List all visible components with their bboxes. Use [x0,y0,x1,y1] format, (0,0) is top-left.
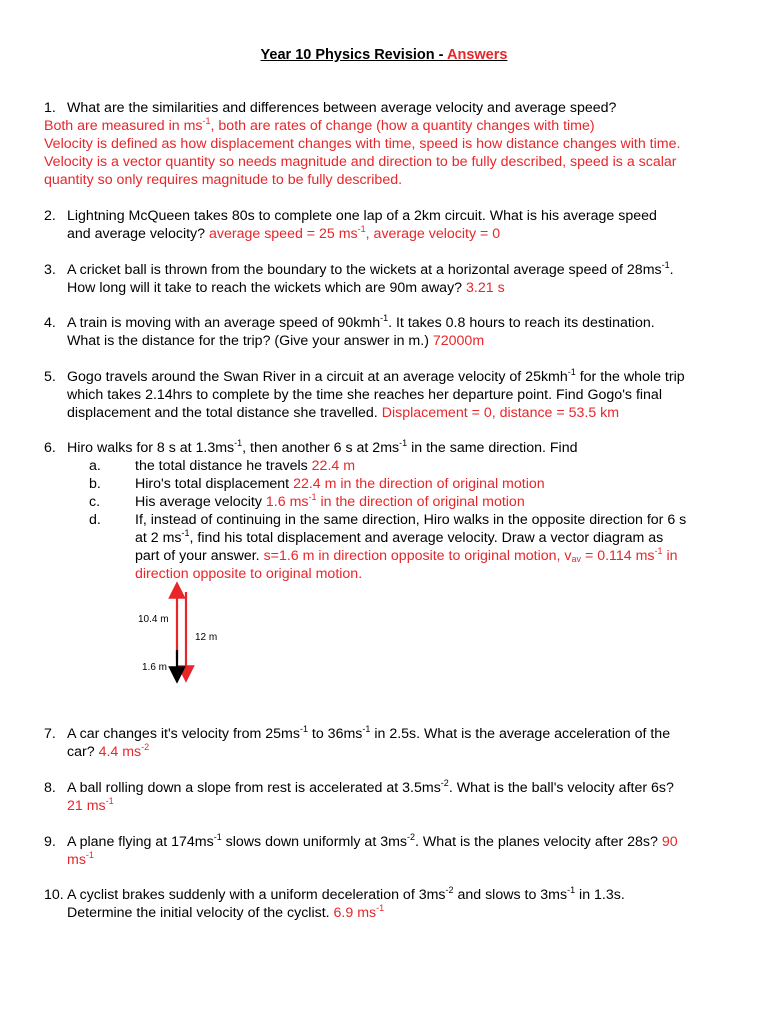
q3-answer: 3.21 s [466,280,505,296]
q2-answer: average speed = 25 $ms^{-1}$, average velocity = 0 [208,224,501,242]
page-title [0,47,768,63]
q8-line1: A ball rolling down a slope from rest is accelerated at $3.5ms^{-2}$. What is the ball's velocity after 6s? [67,778,674,796]
title-answers: Answers [447,47,508,63]
q6-number: 6. [44,440,56,456]
q6d-label: d. [89,512,101,528]
q9-answer-unit: $ms^{-1}$ [67,850,94,868]
q2-number: 2. [44,208,56,224]
q6c-label: c. [89,494,101,510]
q6d-answer: s=1.6 m in direction opposite to original motion, $v_{av} = 0.114$ $ms^{-1}$ in [263,546,678,564]
q2-line1: Lightning McQueen takes 80s to complete one lap of a 2km circuit. What is his average speed [67,208,657,224]
title-text: Year 10 Physics Revision - [260,47,447,63]
q6a-answer: 22.4 m [311,458,356,474]
q7-line2: car? 4.4 $ms^{-2}$ [67,742,150,760]
q5-line1: Gogo travels around the Swan River in a circuit at an average velocity of 25kmh$^{-1}$ for the whole trip [67,367,685,385]
q1-answer-line1: Both are measured in $ms^{-1}$, both are rates of change (how a quantity changes with time) [44,116,595,134]
q1-answer-line4: quantity so only requires magnitude to be fully described. [44,172,403,188]
q1-answer-line3: Velocity is a vector quantity so needs magnitude and direction to be fully described, speed is a scalar [44,154,677,170]
q3-line2: How long will it take to reach the wickets which are 90m away? 3.21 s [67,280,505,296]
q9-answer-value: 90 [661,834,678,850]
q4-answer: 72000m [432,333,485,349]
q6d-line4: direction opposite to original motion. [135,566,363,582]
q6a-text: the total distance he travels 22.4 m [135,458,356,474]
q1-number: 1. [44,100,56,116]
q6d-line1: If, instead of continuing in the same direction, Hiro walks in the opposite direction for 6 s [135,512,687,528]
vector-diagram-svg [130,580,240,690]
q4-line1: A train is moving with an average speed of 90kmh$^{-1}$. It takes 0.8 hours to reach its destination. [67,313,655,331]
q7-number: 7. [44,726,56,742]
q3-number: 3. [44,262,56,278]
q8-answer: 21 $ms^{-1}$ [67,796,114,814]
q6b-text: Hiro's total displacement 22.4 m in the direction of original motion [135,476,545,492]
q10-answer: 6.9 $ms^{-1}$ [333,903,385,921]
label-12m: 12 m [195,632,218,643]
q5-answer: Displacement = 0, distance = 53.5 km [381,405,620,421]
q10-line1: A cyclist brakes suddenly with a uniform deceleration of $3ms^{-2}$ and slows to $3ms^{-1}$ in 1.3s. [67,885,625,903]
q2-line2: and average velocity? average speed = 25 $ms^{-1}$, average velocity = 0 [67,224,501,242]
vector-diagram [130,580,240,690]
q4-line2: What is the distance for the trip? (Give your answer in m.) 72000m [67,333,485,349]
q6c-answer: 1.6 $ms^{-1}$ in the direction of original motion [265,492,525,510]
q1-answer-line2: Velocity is defined as how displacement changes with time, speed is how distance changes with time. [44,136,681,152]
label-1-6m: 1.6 m [142,662,168,673]
q7-answer: 4.4 $ms^{-2}$ [98,742,150,760]
label-10-4m: 10.4 m [138,614,169,625]
q5-line3: displacement and the total distance she travelled. Displacement = 0, distance = 53.5 km [67,405,620,421]
q6c-text: His average velocity 1.6 $ms^{-1}$ in the direction of original motion [135,492,525,510]
q6d-line2: at 2 $ms^{-1}$, find his total displacement and average velocity. Draw a vector diagram as [135,528,664,546]
q5-line2: which takes 2.14hrs to complete by the time she reaches her departure point. Find Gogo's final [67,387,662,403]
q6a-label: a. [89,458,101,474]
q6d-line3: part of your answer. s=1.6 m in direction opposite to original motion, $v_{av} = 0.114$ $ms^{-1}$ in [135,546,678,564]
q6b-answer: 22.4 m in the direction of original motion [293,476,545,492]
q6-line1: Hiro walks for 8 s at $1.3ms^{-1}$, then another 6 s at $2ms^{-1}$ in the same direction. Find [67,438,578,456]
q7-line1: A car changes it's velocity from $25ms^{-1}$ to $36ms^{-1}$ in 2.5s. What is the average acceleration of the [67,724,671,742]
q5-number: 5. [44,369,56,385]
q9-line1: A plane flying at $174ms^{-1}$ slows down uniformly at $3ms^{-2}$. What is the planes velocity after 28s? 90 [67,832,678,850]
q6b-label: b. [89,476,101,492]
q9-number: 9. [44,834,56,850]
q10-number: 10. [44,887,64,903]
q4-number: 4. [44,315,56,331]
q10-line2: Determine the initial velocity of the cyclist. 6.9 $ms^{-1}$ [67,903,385,921]
q1-question: What are the similarities and differences between average velocity and average speed? [67,100,617,116]
q3-line1: A cricket ball is thrown from the boundary to the wickets at a horizontal average speed of $28ms^{-1}$. [67,260,674,278]
q8-number: 8. [44,780,56,796]
